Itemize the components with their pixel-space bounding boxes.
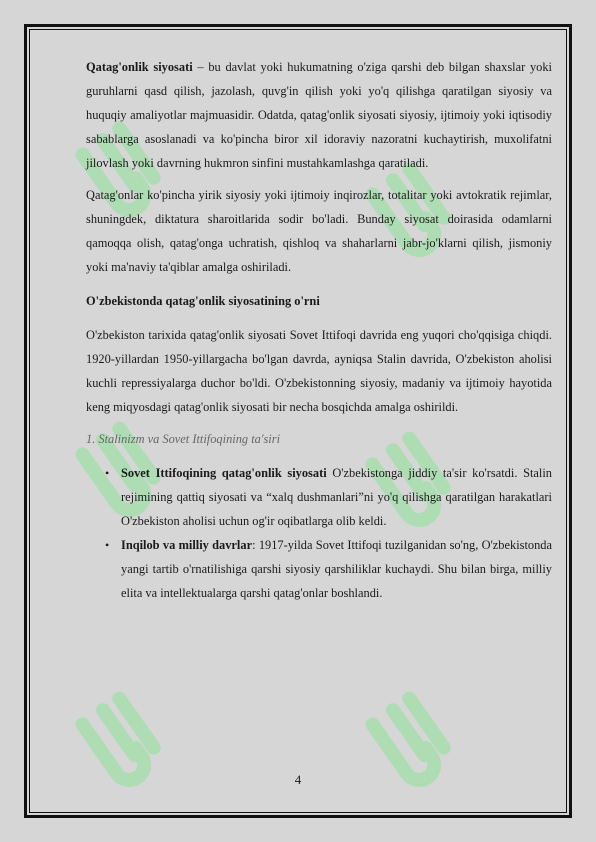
list-item	[121, 533, 552, 605]
paragraph-context: Qatag'onlar ko'pincha yirik siyosiy yoki ijtimoiy inqirozlar, totalitar yoki avtokratik rejimlar, shuningdek, diktatura sharoitlarida sodir bo'ladi. Bunday siyosat doirasida odamlarni qamoqqa olish, qatag'onga uchratish, qishloq va shaharlarni jabr-jo'klarni qilish, jismoniy yoki ma'naviy ta'qiblar amalga oshiriladi.	[86, 188, 552, 274]
bullet-list	[86, 461, 552, 605]
section-heading: O'zbekistonda qatag'onlik siyosatining o'rni	[86, 294, 320, 308]
list-item-text: O'zbekistonga jiddiy ta'sir ko'rsatdi. Stalin rejimining qattiq siyosati va “xalq dushmanlari”ni yo'q qilishga qaratilgan harakatlari O'zbekiston aholisi uchun og'ir oqibatlarga olib keldi.	[121, 466, 552, 528]
list-item-bold: Sovet Ittifoqining qatag'onlik siyosati	[121, 466, 327, 480]
list-item-bold: Inqilob va milliy davrlar	[121, 538, 253, 552]
term-bold: Qatag'onlik siyosati	[86, 60, 193, 74]
list-item-text: : 1917-yilda Sovet Ittifoqi tuzilganidan so'ng, O'zbekistonda yangi tartib o'rnatilishiga qarshi siyosiy qarshiliklar kuchaydi. Shu bilan birga, milliy elita va intellektualarga qarshi qatag'onlar boshlandi.	[121, 538, 552, 600]
paragraph-text: – bu davlat yoki hukumatning o'ziga qarshi deb bilgan shaxslar yoki guruhlarni qasd qilish, jazolash, quvg'in qilish yoki yo'q qilishga qaratilgan siyosiy va huquqiy amaliyotlar majmuasidir. Odatda, qatag'onlik siyosati siyosiy, ijtimoiy yoki iqtisodiy sabablarga asoslanadi va ko'pincha biror xil idoraviy nazoratni kuchaytirish, muxolifatni jilovlash yoki davrning hukmron sinfini mustahkamlashga qaratiladi.	[86, 60, 552, 170]
paragraph-definition	[86, 55, 552, 175]
document-body	[86, 55, 552, 605]
page-number: 4	[294, 772, 302, 787]
list-item	[121, 461, 552, 533]
subsection-heading: 1. Stalinizm va Sovet Ittifoqining ta'siri	[86, 432, 281, 446]
paragraph-history: O'zbekiston tarixida qatag'onlik siyosati Sovet Ittifoqi davrida eng yuqori cho'qqisiga chiqdi. 1920-yillardan 1950-yillargacha bo'lgan davrda, ayniqsa Stalin davrida, O'zbekiston aholisi kuchli repressiyalarga duchor bo'ldi. O'zbekistonning siyosiy, madaniy va ijtimoiy hayotida keng miqyosdagi qatag'onlik siyosati bir necha bosqichda amalga oshirildi.	[86, 328, 552, 414]
